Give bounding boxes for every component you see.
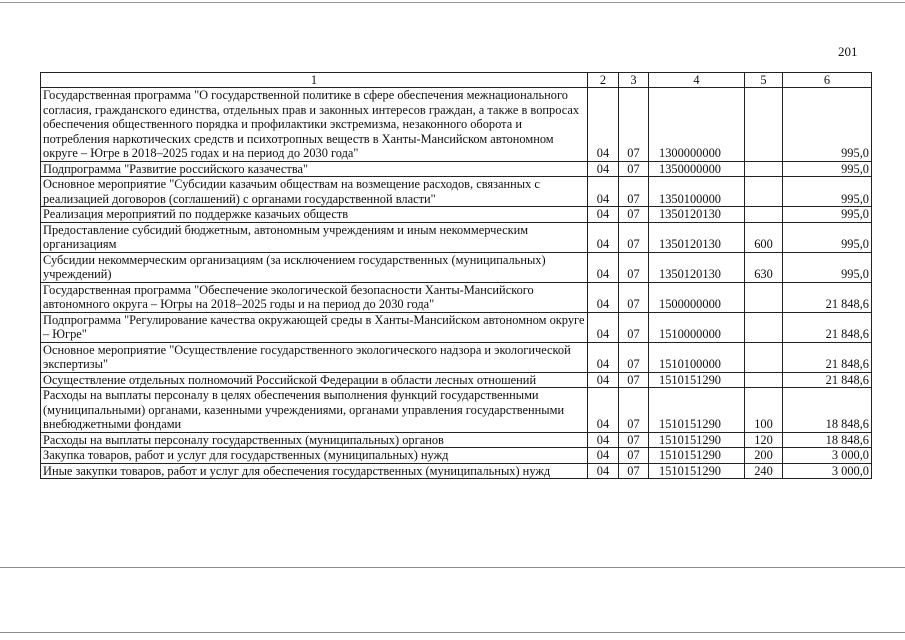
row-rz: 04: [588, 388, 619, 433]
scan-edge-line: [0, 567, 905, 568]
row-amount: 995,0: [783, 222, 872, 252]
row-amount: 995,0: [783, 252, 872, 282]
row-name: Основное мероприятие "Осуществление государственного экологического надзора и экологической экспертизы": [41, 342, 588, 372]
row-amount: 18 848,6: [783, 388, 872, 433]
row-amount: 3 000,0: [783, 463, 872, 479]
row-rz: 04: [588, 342, 619, 372]
row-vr: 100: [745, 388, 783, 433]
row-vr: 240: [745, 463, 783, 479]
row-pr: 07: [619, 88, 649, 162]
row-pr: 07: [619, 432, 649, 448]
row-pr: 07: [619, 372, 649, 388]
row-vr: [745, 88, 783, 162]
table-row: [41, 282, 872, 312]
row-rz: 04: [588, 161, 619, 177]
row-vr: [745, 161, 783, 177]
row-name: Расходы на выплаты персоналу государственных (муниципальных) органов: [41, 432, 588, 448]
table-row: [41, 207, 872, 223]
row-pr: 07: [619, 252, 649, 282]
page-number: 201: [838, 44, 858, 59]
row-amount: 995,0: [783, 88, 872, 162]
table-row: [41, 342, 872, 372]
row-vr: 120: [745, 432, 783, 448]
row-rz: 04: [588, 448, 619, 464]
row-csr: 1510100000: [649, 342, 745, 372]
column-header-name: 1: [41, 73, 588, 88]
row-pr: 07: [619, 282, 649, 312]
table-row: [41, 372, 872, 388]
budget-table: [40, 72, 872, 479]
row-name: Подпрограмма "Развитие российского казачества": [41, 161, 588, 177]
row-name: Подпрограмма "Регулирование качества окружающей среды в Ханты-Мансийском автономном округе – Югре": [41, 312, 588, 342]
row-name: Субсидии некоммерческим организациям (за исключением государственных (муниципальных) учреждений): [41, 252, 588, 282]
row-vr: 630: [745, 252, 783, 282]
row-pr: 07: [619, 312, 649, 342]
row-pr: 07: [619, 207, 649, 223]
row-name: Предоставление субсидий бюджетным, автономным учреждениям и иным некоммерческим организациям: [41, 222, 588, 252]
row-csr: 1350100000: [649, 177, 745, 207]
row-rz: 04: [588, 88, 619, 162]
column-header-csr: 4: [649, 73, 745, 88]
row-rz: 04: [588, 252, 619, 282]
row-vr: [745, 312, 783, 342]
row-amount: 995,0: [783, 161, 872, 177]
row-rz: 04: [588, 222, 619, 252]
row-amount: 21 848,6: [783, 312, 872, 342]
row-vr: [745, 372, 783, 388]
row-vr: 200: [745, 448, 783, 464]
row-rz: 04: [588, 432, 619, 448]
row-rz: 04: [588, 282, 619, 312]
column-header-pr: 3: [619, 73, 649, 88]
row-csr: 1510151290: [649, 432, 745, 448]
row-csr: 1350120130: [649, 207, 745, 223]
table-row: [41, 252, 872, 282]
column-header-amount: 6: [783, 73, 872, 88]
row-rz: 04: [588, 312, 619, 342]
table-row: [41, 161, 872, 177]
row-vr: 600: [745, 222, 783, 252]
row-amount: 21 848,6: [783, 342, 872, 372]
row-csr: 1350120130: [649, 252, 745, 282]
row-name: Закупка товаров, работ и услуг для государственных (муниципальных) нужд: [41, 448, 588, 464]
row-csr: 1350000000: [649, 161, 745, 177]
column-header-rz: 2: [588, 73, 619, 88]
table-row: [41, 177, 872, 207]
table-row: [41, 388, 872, 433]
row-amount: 21 848,6: [783, 372, 872, 388]
table-row: [41, 88, 872, 162]
row-vr: [745, 282, 783, 312]
row-name: Реализация мероприятий по поддержке казачьих обществ: [41, 207, 588, 223]
row-name: Основное мероприятие "Субсидии казачьим обществам на возмещение расходов, связанных с реализацией договоров (соглашений) с органами государственной власти": [41, 177, 588, 207]
row-vr: [745, 207, 783, 223]
row-csr: 1500000000: [649, 282, 745, 312]
row-rz: 04: [588, 463, 619, 479]
table-row: [41, 432, 872, 448]
row-amount: 995,0: [783, 207, 872, 223]
row-pr: 07: [619, 161, 649, 177]
row-pr: 07: [619, 222, 649, 252]
table-row: [41, 312, 872, 342]
row-rz: 04: [588, 207, 619, 223]
row-csr: 1300000000: [649, 88, 745, 162]
column-header-vr: 5: [745, 73, 783, 88]
row-csr: 1510151290: [649, 388, 745, 433]
row-csr: 1510151290: [649, 372, 745, 388]
row-pr: 07: [619, 463, 649, 479]
table-row: [41, 463, 872, 479]
row-amount: 21 848,6: [783, 282, 872, 312]
header-row: [41, 73, 872, 88]
row-vr: [745, 177, 783, 207]
row-rz: 04: [588, 372, 619, 388]
row-pr: 07: [619, 177, 649, 207]
row-name: Государственная программа "Обеспечение экологической безопасности Ханты-Мансийского автономного округа – Югры на 2018–2025 годы и на период до 2030 года": [41, 282, 588, 312]
row-pr: 07: [619, 448, 649, 464]
row-pr: 07: [619, 388, 649, 433]
row-csr: 1510151290: [649, 448, 745, 464]
table-row: [41, 448, 872, 464]
row-name: Расходы на выплаты персоналу в целях обеспечения выполнения функций государственными (муниципальными) органами, казенными учреждениями, органами управления государственными внебюджетными фондами: [41, 388, 588, 433]
row-amount: 18 848,6: [783, 432, 872, 448]
row-vr: [745, 342, 783, 372]
row-name: Государственная программа "О государственной политике в сфере обеспечения межнационального согласия, гражданского единства, отдельных прав и законных интересов граждан, а также в вопросах обеспечения общественного порядка и профилактики экстремизма, незаконного оборота и потребления наркотических средств и психотропных веществ в Ханты-Мансийском автономном округе – Югре в 2018–2025 годах и на период до 2030 года": [41, 88, 588, 162]
row-pr: 07: [619, 342, 649, 372]
scan-edge-line: [0, 632, 905, 633]
row-amount: 995,0: [783, 177, 872, 207]
row-name: Осуществление отдельных полномочий Российской Федерации в области лесных отношений: [41, 372, 588, 388]
row-csr: 1350120130: [649, 222, 745, 252]
row-rz: 04: [588, 177, 619, 207]
row-amount: 3 000,0: [783, 448, 872, 464]
scan-edge-line: [0, 2, 905, 3]
table-row: [41, 222, 872, 252]
row-name: Иные закупки товаров, работ и услуг для обеспечения государственных (муниципальных) нужд: [41, 463, 588, 479]
row-csr: 1510151290: [649, 463, 745, 479]
row-csr: 1510000000: [649, 312, 745, 342]
